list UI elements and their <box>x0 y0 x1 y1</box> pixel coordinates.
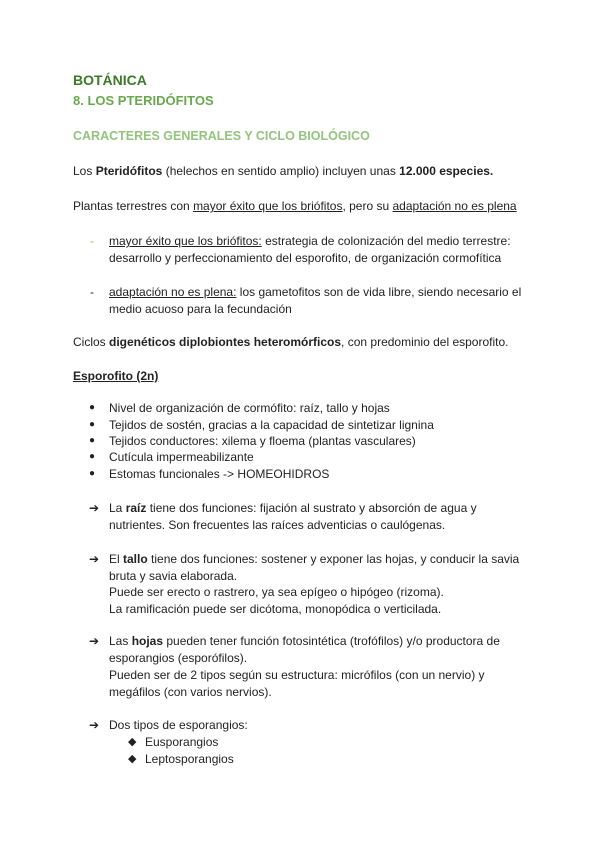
organ-hojas-line4: megáfilos (con varios nervios). <box>109 685 272 699</box>
esporangio-type: Leptosporangios <box>145 752 234 766</box>
organ-raiz-line2: nutrientes. Son frecuentes las raíces adventicias o caulógenas. <box>109 518 446 532</box>
bullet-item: Tejidos de sostén, gracias a la capacidad de sintetizar lignina <box>109 418 434 432</box>
arrow-icon: ➔ <box>89 501 100 515</box>
arrow-icon: ➔ <box>89 552 100 566</box>
bullet-icon: ● <box>89 419 96 430</box>
subject-title: BOTÁNICA <box>73 72 147 88</box>
section-heading: CARACTERES GENERALES Y CICLO BIOLÓGICO <box>73 129 370 143</box>
sporophyte-heading: Esporofito (2n) <box>73 369 159 383</box>
organ-tallo-line2: bruta y savia elaborada. <box>109 569 238 583</box>
bullet-icon: ● <box>89 451 96 462</box>
bullet-item: Tejidos conductores: xilema y floema (plantas vasculares) <box>109 434 416 448</box>
dash-item-exito: mayor éxito que los briófitos: estrategia de colonización del medio terrestre: <box>109 234 511 248</box>
organ-tallo-line4: La ramificación puede ser dicótoma, monopódica o verticilada. <box>109 602 442 616</box>
dash-marker: - <box>90 234 94 248</box>
underlined-term-adaptacion: adaptación no es plena <box>392 199 517 213</box>
underlined-term-exito: mayor éxito que los briófitos <box>193 199 343 213</box>
organ-tallo-line3: Puede ser erecto o rastrero, ya sea epígeo o hipógeo (rizoma). <box>109 585 444 599</box>
organ-hojas: Las hojas pueden tener función fotosintética (trofófilos) y/o productora de <box>109 634 500 648</box>
arrow-icon: ➔ <box>89 634 100 648</box>
pteridofitos-term: Pteridófitos <box>95 164 163 178</box>
arrow-icon: ➔ <box>89 718 100 732</box>
diamond-icon: ◆ <box>128 753 137 765</box>
bullet-item: Estomas funcionales -> HOMEOHIDROS <box>109 467 330 481</box>
diamond-icon: ◆ <box>128 736 137 748</box>
bullet-item: Cutícula impermeabilizante <box>109 450 254 464</box>
bullet-icon: ● <box>89 468 96 479</box>
bullet-icon: ● <box>89 402 96 413</box>
organ-raiz: La raíz tiene dos funciones: fijación al sustrato y absorción de agua y <box>109 501 477 515</box>
organ-hojas-line3: Pueden ser de 2 tipos según su estructura: micrófilos (con un nervio) y <box>109 668 485 682</box>
bullet-icon: ● <box>89 435 96 446</box>
bullet-item: Nivel de organización de cormófito: raíz, tallo y hojas <box>109 401 390 415</box>
dash-item-exito-line2: desarrollo y perfeccionamiento del esporofito, de organización cormofítica <box>109 251 502 265</box>
esporangio-type: Eusporangios <box>145 735 219 749</box>
species-count: 12.000 especies. <box>399 164 494 178</box>
cycles-paragraph: Ciclos digenéticos diplobiontes heteromórficos, con predominio del esporofito. <box>73 335 509 349</box>
intro-paragraph-species: Los Pteridófitos (helechos en sentido amplio) incluyen unas 12.000 especies. <box>73 164 494 178</box>
organ-hojas-line2: esporangios (esporófilos). <box>109 651 248 665</box>
dash-marker: - <box>90 285 94 299</box>
intro-paragraph-terrestrial: Plantas terrestres con mayor éxito que los briófitos, pero su adaptación no es plena <box>73 199 517 213</box>
esporangios-intro: Dos tipos de esporangios: <box>109 718 248 732</box>
dash-item-adaptacion: adaptación no es plena: los gametofitos son de vida libre, siendo necesario el <box>109 285 522 299</box>
chapter-title: 8. LOS PTERIDÓFITOS <box>73 93 214 108</box>
organ-tallo: El tallo tiene dos funciones: sostener y exponer las hojas, y conducir la savia <box>109 552 520 566</box>
dash-item-adaptacion-line2: medio acuoso para la fecundación <box>109 302 292 316</box>
